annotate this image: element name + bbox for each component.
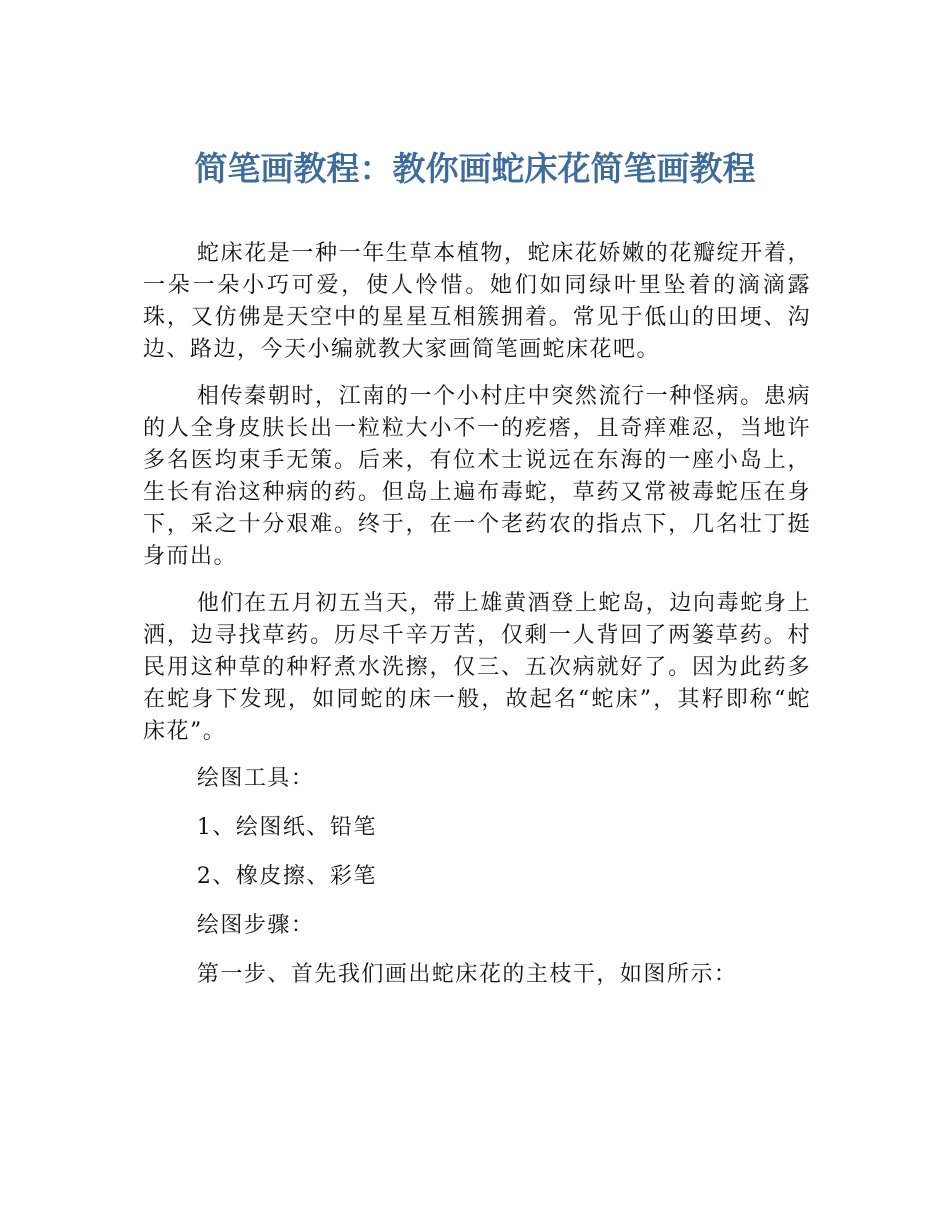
steps-heading: 绘图步骤： — [196, 913, 315, 938]
page-title: 简笔画教程：教你画蛇床花简笔画教程 — [194, 149, 756, 188]
tools-heading: 绘图工具： — [196, 766, 315, 791]
tool-item: 2、橡皮擦、彩笔 — [196, 864, 377, 889]
paragraph-origin: 他们在五月初五当天，带上雄黄酒登上蛇岛，边向毒蛇身上洒，边寻找草药。历尽千辛万苦，仅剩一人背回了两篓草药。村民用这种草的种籽煮水洗擦，仅三、五次病就好了。因为此药多在蛇身下发现，如同蛇的床一般，故起名“蛇床”，其籽即称“蛇床花”。 — [143, 591, 811, 744]
tool-item: 1、绘图纸、铅笔 — [196, 815, 377, 840]
document-body — [143, 238, 811, 1008]
paragraph-legend: 相传秦朝时，江南的一个小村庄中突然流行一种怪病。患病的人全身皮肤长出一粒粒大小不一的疙瘩，且奇痒难忍，当地许多名医均束手无策。后来，有位术士说远在东海的一座小岛上，生长有治这种病的药。但岛上遍布毒蛇，草药又常被毒蛇压在身下，采之十分艰难。终于，在一个老药农的指点下，几名壮丁挺身而出。 — [143, 384, 811, 569]
step-item: 第一步、首先我们画出蛇床花的主枝干，如图所示： — [196, 962, 738, 987]
paragraph-intro: 蛇床花是一种一年生草本植物，蛇床花娇嫩的花瓣绽开着，一朵一朵小巧可爱，使人怜惜。她们如同绿叶里坠着的滴滴露珠，又仿佛是天空中的星星互相簇拥着。常见于低山的田埂、沟边、路边，今天小编就教大家画简笔画蛇床花吧。 — [143, 241, 811, 362]
